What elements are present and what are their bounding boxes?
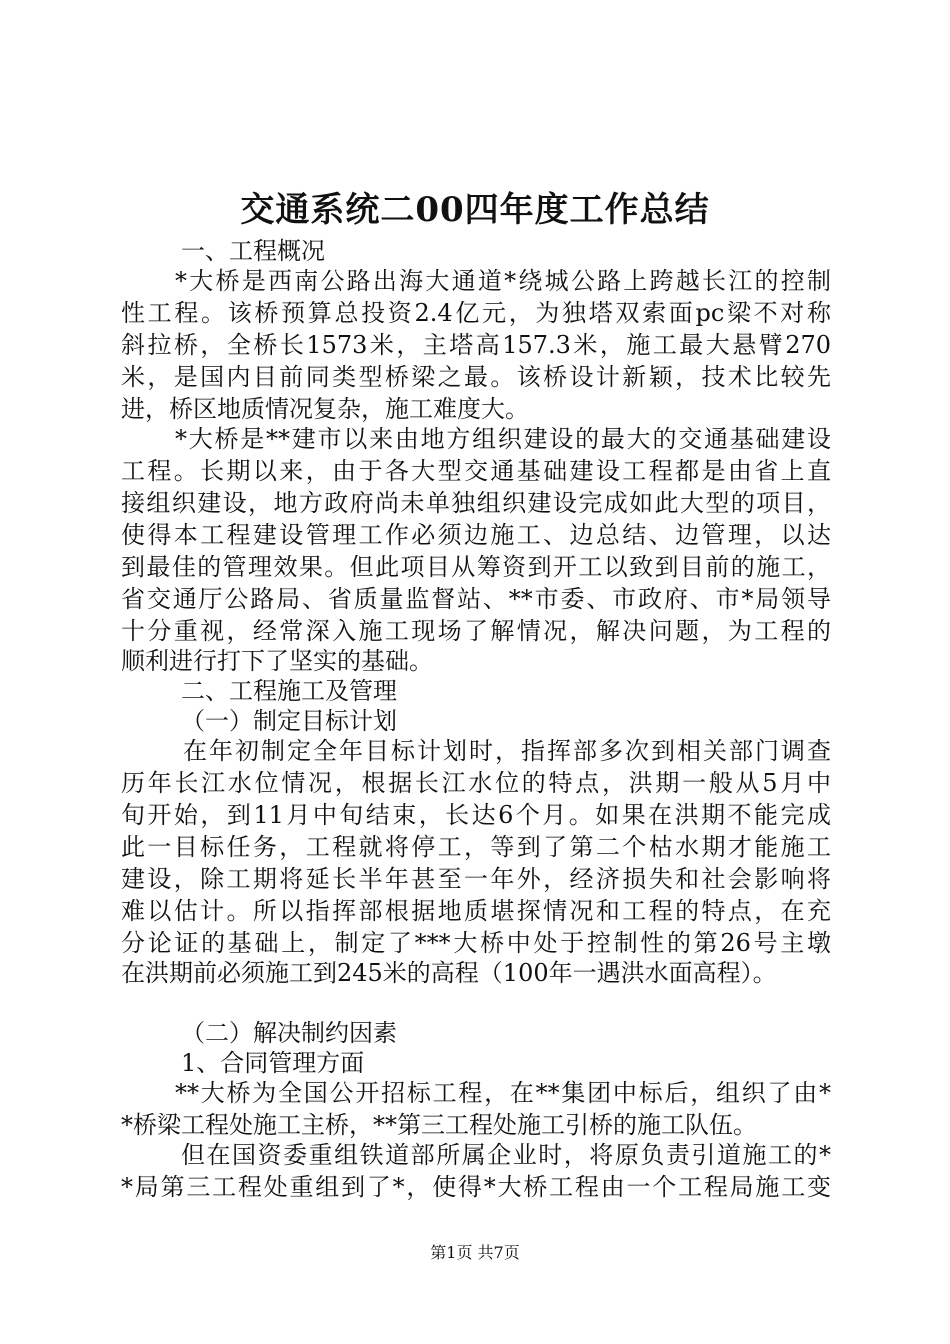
section-heading: 一、工程概况: [181, 237, 325, 265]
paragraph-line: 斜拉桥，全桥长1573米，主塔高157.3米，施工最大悬臂270: [121, 331, 831, 359]
subsection-heading: （一）制定目标计划: [181, 707, 397, 735]
paragraph-line: 在洪期前必须施工到245米的高程（100年一遇洪水面高程）。: [121, 959, 777, 987]
paragraph-line: 旬开始，到11月中旬结束，长达6个月。如果在洪期不能完成: [121, 801, 831, 829]
paragraph-line: 性工程。该桥预算总投资2.4亿元，为独塔双索面pc梁不对称: [121, 299, 831, 327]
page-footer: 第1页 共7页: [430, 1243, 520, 1262]
document-title: 交通系统二00四年度工作总结: [240, 190, 710, 230]
paragraph-line: 但在国资委重组铁道部所属企业时，将原负责引道施工的*: [181, 1141, 831, 1169]
paragraph-line: *大桥是西南公路出海大通道*绕城公路上跨越长江的控制: [175, 267, 831, 295]
paragraph-line: 顺利进行打下了坚实的基础。: [121, 647, 433, 675]
item-heading: 1、合同管理方面: [181, 1049, 365, 1077]
paragraph-line: 十分重视，经常深入施工现场了解情况，解决问题，为工程的: [121, 617, 831, 645]
paragraph-line: 工程。长期以来，由于各大型交通基础建设工程都是由省上直: [121, 457, 831, 485]
paragraph-line: 到最佳的管理效果。但此项目从筹资到开工以致到目前的施工，: [121, 553, 831, 581]
paragraph-line: 分论证的基础上，制定了***大桥中处于控制性的第26号主墩: [121, 929, 831, 957]
paragraph-line: 米，是国内目前同类型桥梁之最。该桥设计新颖，技术比较先: [121, 363, 831, 391]
subsection-heading: （二）解决制约因素: [181, 1019, 397, 1047]
paragraph-line: 接组织建设，地方政府尚未单独组织建设完成如此大型的项目，: [121, 489, 831, 517]
paragraph-line: **大桥为全国公开招标工程，在**集团中标后，组织了由*: [175, 1079, 831, 1107]
paragraph-line: *桥梁工程处施工主桥，**第三工程处施工引桥的施工队伍。: [121, 1111, 757, 1139]
paragraph-line: 省交通厅公路局、省质量监督站、**市委、市政府、市*局领导: [121, 585, 831, 613]
paragraph-line: 建设，除工期将延长半年甚至一年外，经济损失和社会影响将: [121, 865, 831, 893]
paragraph-line: *大桥是**建市以来由地方组织建设的最大的交通基础建设: [175, 425, 831, 453]
paragraph-line: 此一目标任务，工程就将停工，等到了第二个枯水期才能施工: [121, 833, 831, 861]
paragraph-line: 难以估计。所以指挥部根据地质堪探情况和工程的特点，在充: [121, 897, 831, 925]
paragraph-line: 使得本工程建设管理工作必须边施工、边总结、边管理，以达: [121, 521, 831, 549]
paragraph-line: 在年初制定全年目标计划时，指挥部多次到相关部门调查: [183, 737, 831, 765]
section-heading: 二、工程施工及管理: [181, 677, 397, 705]
paragraph-line: 历年长江水位情况，根据长江水位的特点，洪期一般从5月中: [121, 769, 831, 797]
paragraph-line: 进，桥区地质情况复杂，施工难度大。: [121, 395, 529, 423]
paragraph-line: *局第三工程处重组到了*，使得*大桥工程由一个工程局施工变: [121, 1173, 831, 1201]
